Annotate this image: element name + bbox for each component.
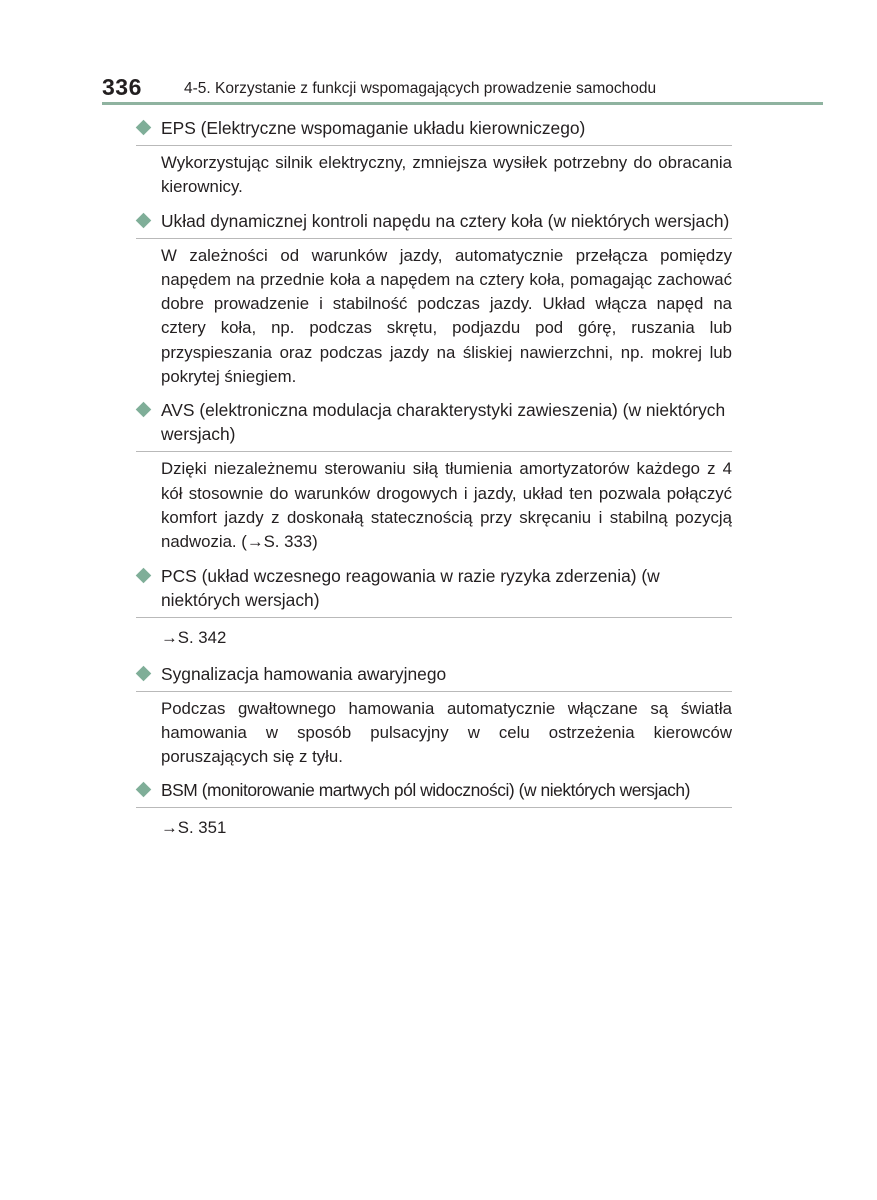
page-reference: →S. 342	[161, 627, 227, 647]
header-rule	[102, 102, 823, 105]
section-emergency-brake-signal	[136, 662, 732, 779]
page-number: 336	[102, 74, 142, 100]
section-body: W zależności od warunków jazdy, automatycznie przełącza pomiędzy napędem na przednie koła a napędem na cztery koła, pomagając zachować dobre prowadzenie i stabilność podczas jazdy. Układ włącza napęd na cztery koła, np. podczas skrętu, podjazdu pod górę, ruszania lub przyspieszania oraz podczas jazdy na śliskiej nawierzchni, np. mokrej lub pokrytej śniegiem.	[161, 245, 732, 387]
section-bsm	[136, 778, 732, 852]
section-awd	[136, 209, 732, 399]
diamond-bullet-icon	[136, 665, 152, 681]
section-heading-text: Sygnalizacja hamowania awaryjnego	[161, 663, 447, 684]
section-avs	[136, 398, 732, 563]
section-heading	[136, 662, 732, 692]
section-eps	[136, 116, 732, 209]
section-heading-text: PCS (układ wczesnego reagowania w razie ryzyka zderzenia) (w niektórych wersjach)	[161, 565, 660, 610]
chapter-title: 4-5. Korzystanie z funkcji wspomagających prowadzenie samochodu	[184, 80, 657, 97]
section-heading-text: EPS (Elektryczne wspomaganie układu kierowniczego)	[161, 118, 586, 138]
section-heading	[136, 116, 732, 146]
diamond-bullet-icon	[136, 212, 152, 228]
diamond-bullet-icon	[136, 782, 152, 798]
section-heading	[136, 398, 732, 452]
section-heading	[136, 209, 732, 239]
diamond-bullet-icon	[136, 567, 152, 583]
page-content	[136, 116, 732, 852]
section-body: Podczas gwałtownego hamowania automatycznie włączane są światła hamowania w sposób pulsacyjny w celu ostrzeżenia kierowców poruszających się z tyłu.	[161, 698, 732, 767]
section-body: Wykorzystując silnik elektryczny, zmniejsza wysiłek potrzebny do obracania kierownicy.	[161, 153, 732, 197]
diamond-bullet-icon	[136, 402, 152, 418]
section-heading-text: Układ dynamicznej kontroli napędu na cztery koła (w niektórych wersjach)	[161, 210, 730, 231]
section-body: Dzięki niezależnemu sterowaniu siłą tłumienia amortyzatorów każdego z 4 kół stosownie do warunków drogowych i jazdy, układ ten pozwala połączyć komfort jazdy z doskonałą statecznością przy skręcaniu i stabilną pozycją nadwozia. (→S. 333)	[161, 459, 732, 552]
section-heading	[136, 564, 732, 618]
page-reference: →S. 351	[161, 818, 227, 838]
diamond-bullet-icon	[136, 120, 152, 136]
page-header	[102, 72, 822, 104]
section-heading-text: BSM (monitorowanie martwych pól widoczności) (w niektórych wersjach)	[161, 780, 690, 801]
section-heading	[136, 778, 732, 808]
section-heading-text: AVS (elektroniczna modulacja charakterystyki zawieszenia) (w niektórych wersjach)	[161, 400, 726, 445]
section-pcs	[136, 564, 732, 662]
